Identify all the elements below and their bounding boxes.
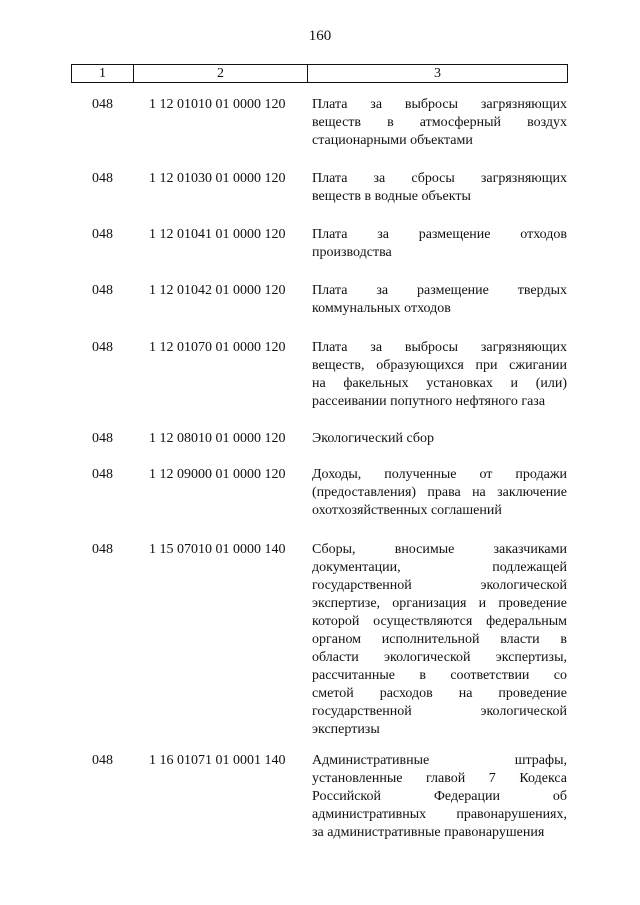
description-line: Административные штрафы, (312, 753, 567, 768)
admin-code: 048 (92, 431, 113, 446)
income-description (312, 226, 567, 262)
income-description (312, 466, 567, 520)
income-description (312, 339, 567, 411)
admin-code: 048 (92, 340, 113, 355)
budget-classification-code: 1 12 01070 01 0000 120 (149, 340, 286, 355)
admin-code: 048 (92, 467, 113, 482)
description-line: Российской Федерации об (312, 789, 567, 804)
description-line: рассеивании попутного нефтяного газа (312, 394, 546, 409)
description-line: области экологической экспертизы, (312, 650, 567, 665)
budget-classification-code: 1 12 01010 01 0000 120 (149, 97, 286, 112)
header-col-3: 3 (434, 66, 441, 81)
admin-code: 048 (92, 227, 113, 242)
description-line: которой осуществляются федеральным (312, 614, 567, 629)
description-line: экспертизы (312, 722, 380, 737)
admin-code: 048 (92, 97, 113, 112)
description-line: Плата за выбросы загрязняющих (312, 340, 567, 355)
description-line: административных правонарушениях, (312, 807, 567, 822)
description-line: органом исполнительной власти в (312, 632, 567, 647)
description-line: охотхозяйственных соглашений (312, 503, 502, 518)
header-col-1: 1 (72, 65, 134, 82)
income-description (312, 541, 567, 739)
description-line: стационарными объектами (312, 133, 473, 148)
budget-classification-code: 1 12 08010 01 0000 120 (149, 431, 286, 446)
income-description (312, 430, 567, 448)
income-description (312, 170, 567, 206)
budget-classification-code: 1 12 09000 01 0000 120 (149, 467, 286, 482)
description-line: государственной экологической (312, 578, 567, 593)
description-line: рассчитанные в соответствии со (312, 668, 567, 683)
header-col-2: 2 (134, 65, 308, 82)
description-line: Плата за сбросы загрязняющих (312, 171, 567, 186)
description-line: Доходы, полученные от продажи (312, 467, 567, 482)
description-line: веществ в атмосферный воздух (312, 115, 567, 130)
budget-classification-code: 1 15 07010 01 0000 140 (149, 542, 286, 557)
description-line: Экологический сбор (312, 431, 434, 446)
admin-code: 048 (92, 283, 113, 298)
table-header (71, 64, 568, 83)
income-description (312, 752, 567, 842)
description-line: экспертизе, организация и проведение (312, 596, 567, 611)
admin-code: 048 (92, 542, 113, 557)
income-description (312, 96, 567, 150)
description-line: установленные главой 7 Кодекса (312, 771, 567, 786)
description-line: государственной экологической (312, 704, 567, 719)
budget-classification-code: 1 16 01071 01 0001 140 (149, 753, 286, 768)
description-line: на факельных установках и (или) (312, 376, 567, 391)
description-line: документации, подлежащей (312, 560, 567, 575)
description-line: веществ, образующихся при сжигании (312, 358, 567, 373)
page-number: 160 (308, 28, 332, 44)
description-line: Плата за выбросы загрязняющих (312, 97, 567, 112)
description-line: (предоставления) права на заключение (312, 485, 567, 500)
admin-code: 048 (92, 753, 113, 768)
admin-code: 048 (92, 171, 113, 186)
description-line: Плата за размещение твердых (312, 283, 567, 298)
description-line: коммунальных отходов (312, 301, 451, 316)
description-line: веществ в водные объекты (312, 189, 471, 204)
description-line: за административные правонарушения (312, 825, 545, 840)
budget-classification-code: 1 12 01042 01 0000 120 (149, 283, 286, 298)
description-line: Плата за размещение отходов (312, 227, 567, 242)
budget-classification-code: 1 12 01041 01 0000 120 (149, 227, 286, 242)
budget-classification-code: 1 12 01030 01 0000 120 (149, 171, 286, 186)
description-line: сметой расходов на проведение (312, 686, 567, 701)
description-line: производства (312, 245, 392, 260)
income-description (312, 282, 567, 318)
description-line: Сборы, вносимые заказчиками (312, 542, 567, 557)
